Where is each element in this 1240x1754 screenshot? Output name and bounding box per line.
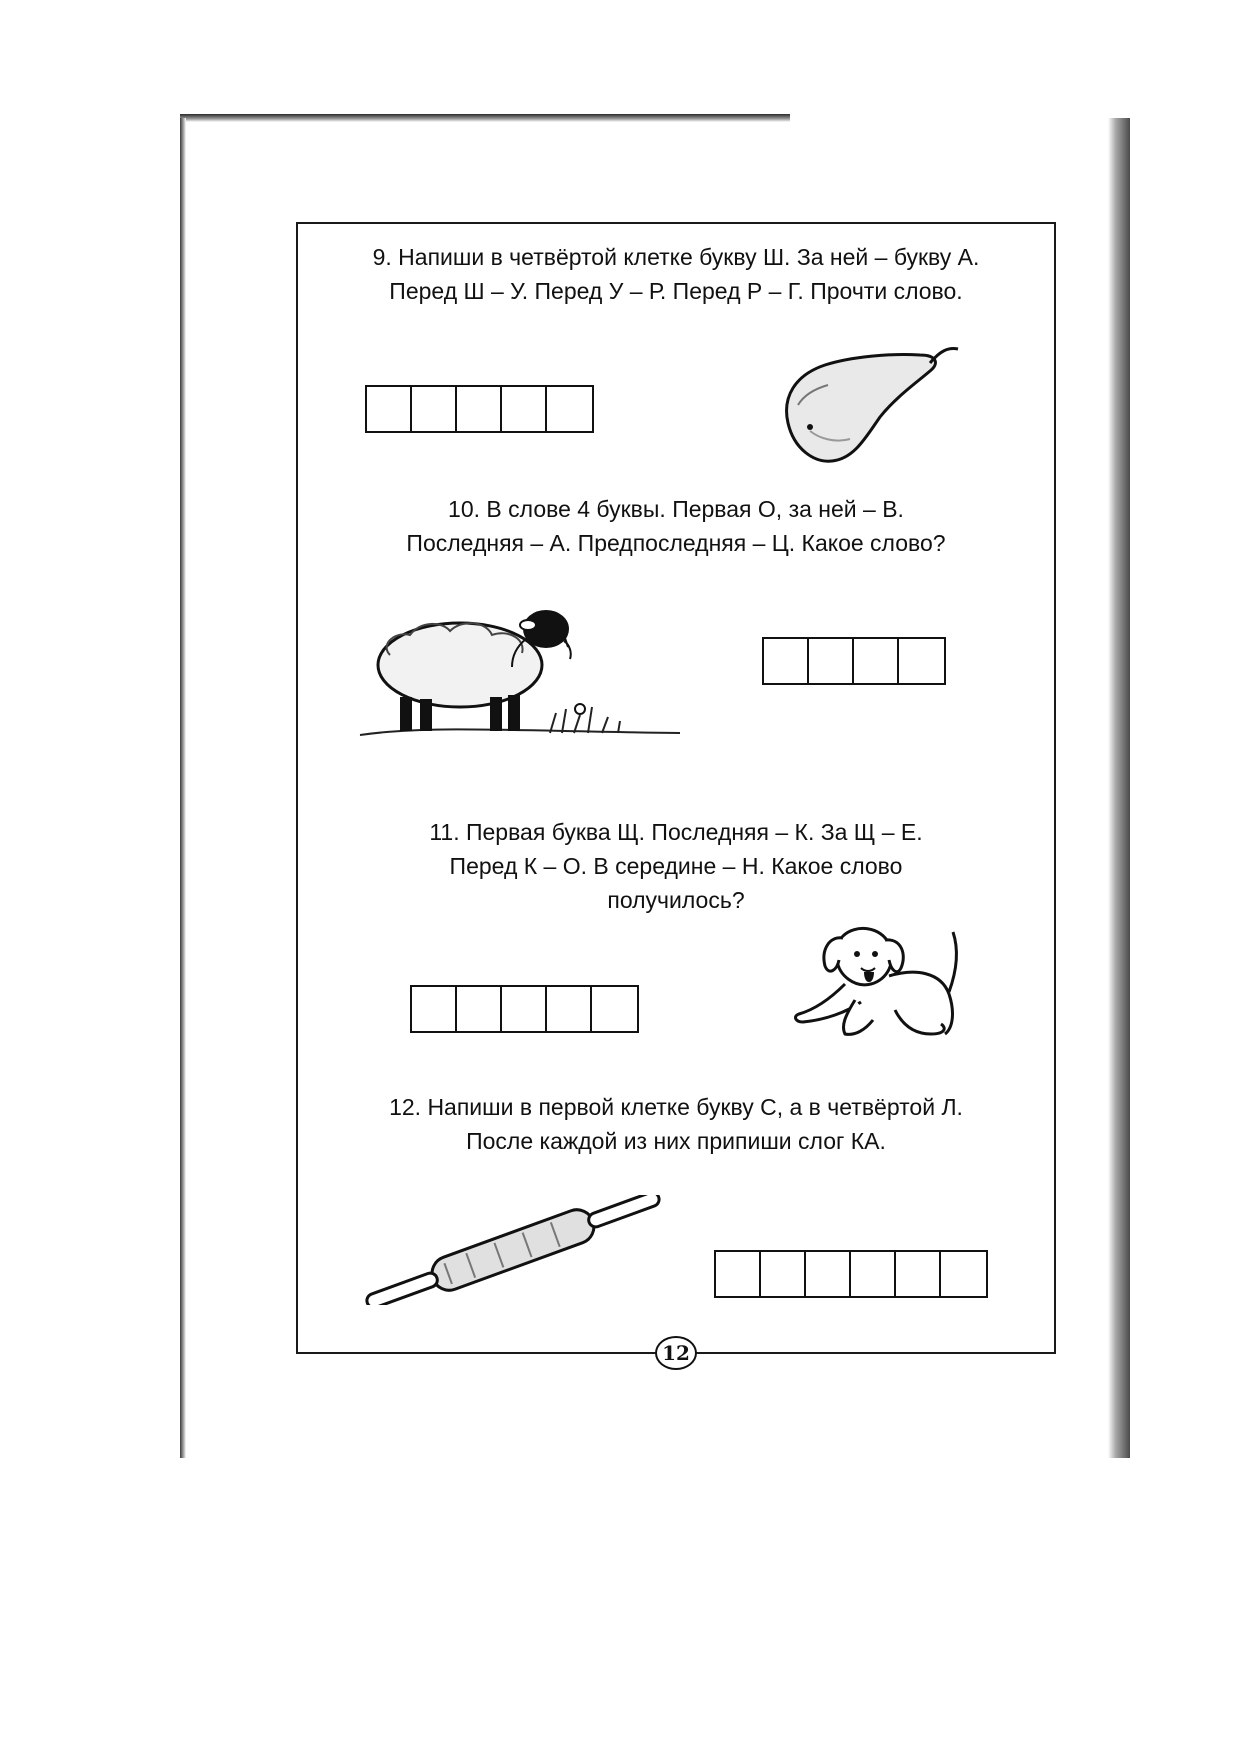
task-10-line-2: Последняя – А. Предпоследняя – Ц. Какое слово? xyxy=(406,530,946,556)
task-12-line-1: 12. Напиши в первой клетке букву С, а в четвёртой Л. xyxy=(389,1094,963,1120)
answer-cell[interactable] xyxy=(412,387,457,431)
task-9-text xyxy=(300,240,1052,308)
scan-edge-right xyxy=(1108,118,1130,1458)
task-9-answer-cells[interactable] xyxy=(365,385,594,433)
answer-cell[interactable] xyxy=(716,1252,761,1296)
answer-cell[interactable] xyxy=(941,1252,986,1296)
answer-cell[interactable] xyxy=(764,639,809,683)
answer-cell[interactable] xyxy=(851,1252,896,1296)
pear-icon xyxy=(770,335,970,475)
task-10-line-1: 10. В слове 4 буквы. Первая О, за ней – В. xyxy=(448,496,904,522)
task-11-line-2: Перед К – О. В середине – Н. Какое слово xyxy=(449,853,903,879)
task-12-text xyxy=(300,1090,1052,1158)
answer-cell[interactable] xyxy=(896,1252,941,1296)
task-11-text xyxy=(300,815,1052,917)
answer-cell[interactable] xyxy=(457,987,502,1031)
task-11-answer-cells[interactable] xyxy=(410,985,639,1033)
scan-edge-top xyxy=(180,114,790,122)
answer-cell[interactable] xyxy=(809,639,854,683)
task-11-line-3: получилось? xyxy=(607,887,745,913)
task-12-line-2: После каждой из них припиши слог КА. xyxy=(466,1128,886,1154)
task-9-line-2: Перед Ш – У. Перед У – Р. Перед Р – Г. Прочти слово. xyxy=(389,278,963,304)
answer-cell[interactable] xyxy=(502,387,547,431)
task-10-text xyxy=(300,492,1052,560)
sheep-icon xyxy=(350,585,690,755)
answer-cell[interactable] xyxy=(367,387,412,431)
answer-cell[interactable] xyxy=(592,987,637,1031)
task-10-answer-cells[interactable] xyxy=(762,637,946,685)
scan-edge-left xyxy=(180,118,186,1458)
task-11-line-1: 11. Первая буква Щ. Последняя – К. За Щ – Е. xyxy=(429,819,923,845)
answer-cell[interactable] xyxy=(502,987,547,1031)
answer-cell[interactable] xyxy=(854,639,899,683)
task-12-answer-cells[interactable] xyxy=(714,1250,988,1298)
answer-cell[interactable] xyxy=(761,1252,806,1296)
rolling-pin-icon xyxy=(348,1195,678,1305)
answer-cell[interactable] xyxy=(547,987,592,1031)
answer-cell[interactable] xyxy=(547,387,592,431)
puppy-icon xyxy=(785,910,970,1050)
task-9-line-1: 9. Напиши в четвёртой клетке букву Ш. За ней – букву А. xyxy=(372,244,980,270)
answer-cell[interactable] xyxy=(806,1252,851,1296)
answer-cell[interactable] xyxy=(457,387,502,431)
answer-cell[interactable] xyxy=(899,639,944,683)
page-number-badge: 12 xyxy=(655,1336,697,1370)
answer-cell[interactable] xyxy=(412,987,457,1031)
